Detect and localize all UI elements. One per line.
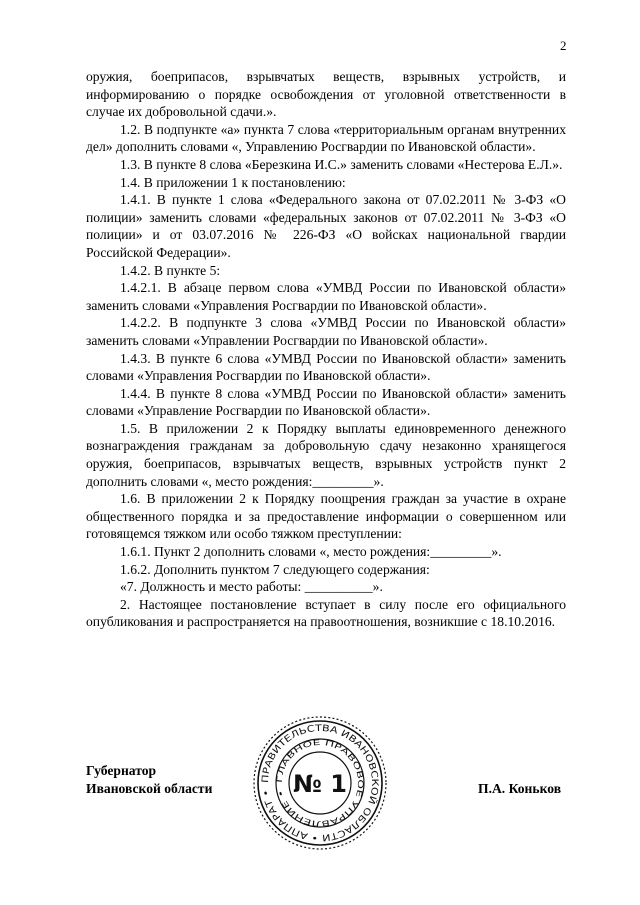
paragraph-1-4-3: 1.4.3. В пункте 6 слова «УМВД России по Ивановской области» заменить словами «Управления Росгвардии по Ивановской области». — [86, 350, 566, 384]
seal-icon — [252, 715, 388, 851]
document-body — [86, 68, 566, 631]
paragraph-1-3: 1.3. В пункте 8 слова «Березкина И.С.» заменить словами «Нестерова Е.Л.». — [120, 156, 563, 172]
signatory-title-line1: Губернатор — [86, 763, 157, 778]
seal-inner-ring-path: ГЛАВНОЕ ПРАВОВОЕ УПРАВЛЕНИЕ • — [274, 737, 366, 829]
paragraph-1-4-2-2: 1.4.2.2. В подпункте 3 слова «УМВД России по Ивановской области» заменить словами «Управлении Росгвардии по Ивановской области». — [86, 315, 566, 348]
paragraph-1-4: 1.4. В приложении 1 к постановлению: — [120, 174, 346, 190]
paragraph-2: 2. Настоящее постановление вступает в силу после его официального опубликования и распространяется на правоотношения, возникшие с 18.10.2016. — [86, 596, 566, 630]
paragraph-1-6: 1.6. В приложении 2 к Порядку поощрения граждан за участие в охране общественного порядка и за предоставление информации о совершенном или готовящемся тяжком или особо тяжком преступлении: — [86, 491, 566, 542]
paragraph-1-6-1: 1.6.1. Пункт 2 дополнить словами «, место рождения:_________». — [120, 544, 502, 560]
paragraph-1-4-1: 1.4.1. В пункте 1 слова «Федерального закона от 07.02.2011 № 3-ФЗ «О полиции» заменить словами «федеральных законов от 07.02.2011 № 3-ФЗ «О полиции» и от 03.07.2016 № 226-ФЗ «О войсках национальной гвардии Российской Федерации». — [86, 192, 566, 260]
paragraph-1-2: 1.2. В подпункте «а» пункта 7 слова «территориальным органам внутренних дел» дополнить словами «, Управлению Росгвардии по Ивановской области». — [86, 121, 566, 155]
paragraph-1-5: 1.5. В приложении 2 к Порядку выплаты единовременного денежного вознаграждения гражданам за добровольную сдачу незаконно хранящегося оружия, боеприпасов, взрывчатых веществ, взрывных устройств пункт 2 дополнить словами «, место рождения:_________». — [86, 420, 566, 489]
signatory-name: П.А. Коньков — [478, 781, 562, 796]
paragraph-item-7: «7. Должность и место работы: __________». — [120, 579, 383, 595]
seal-number: № 1 — [293, 770, 347, 798]
official-seal-stamp — [252, 715, 388, 851]
paragraph-1-4-4: 1.4.4. В пункте 8 слова «УМВД России по Ивановской области» заменить словами «Управление Росгвардии по Ивановской области». — [86, 385, 566, 419]
signatory-title — [86, 762, 212, 797]
paragraph-1-4-2: 1.4.2. В пункте 5: — [120, 262, 221, 278]
paragraph-1-6-2: 1.6.2. Дополнить пунктом 7 следующего содержания: — [120, 561, 430, 577]
paragraph-continuation: оружия, боеприпасов, взрывчатых веществ, взрывных устройств, и информированию о порядке освобождения от уголовной ответственности в случае их добровольной сдачи.». — [86, 69, 566, 120]
signatory-title-line2: Ивановской области — [86, 780, 213, 796]
seal-outer-ring-path: ПРАВИТЕЛЬСТВА ИВАНОВСКОЙ ОБЛАСТИ • АППАРАТ • — [260, 723, 380, 843]
paragraph-1-4-2-1: 1.4.2.1. В абзаце первом слова «УМВД России по Ивановской области» заменить словами «Управления Росгвардии по Ивановской области». — [86, 280, 566, 313]
page-number: 2 — [560, 38, 567, 53]
